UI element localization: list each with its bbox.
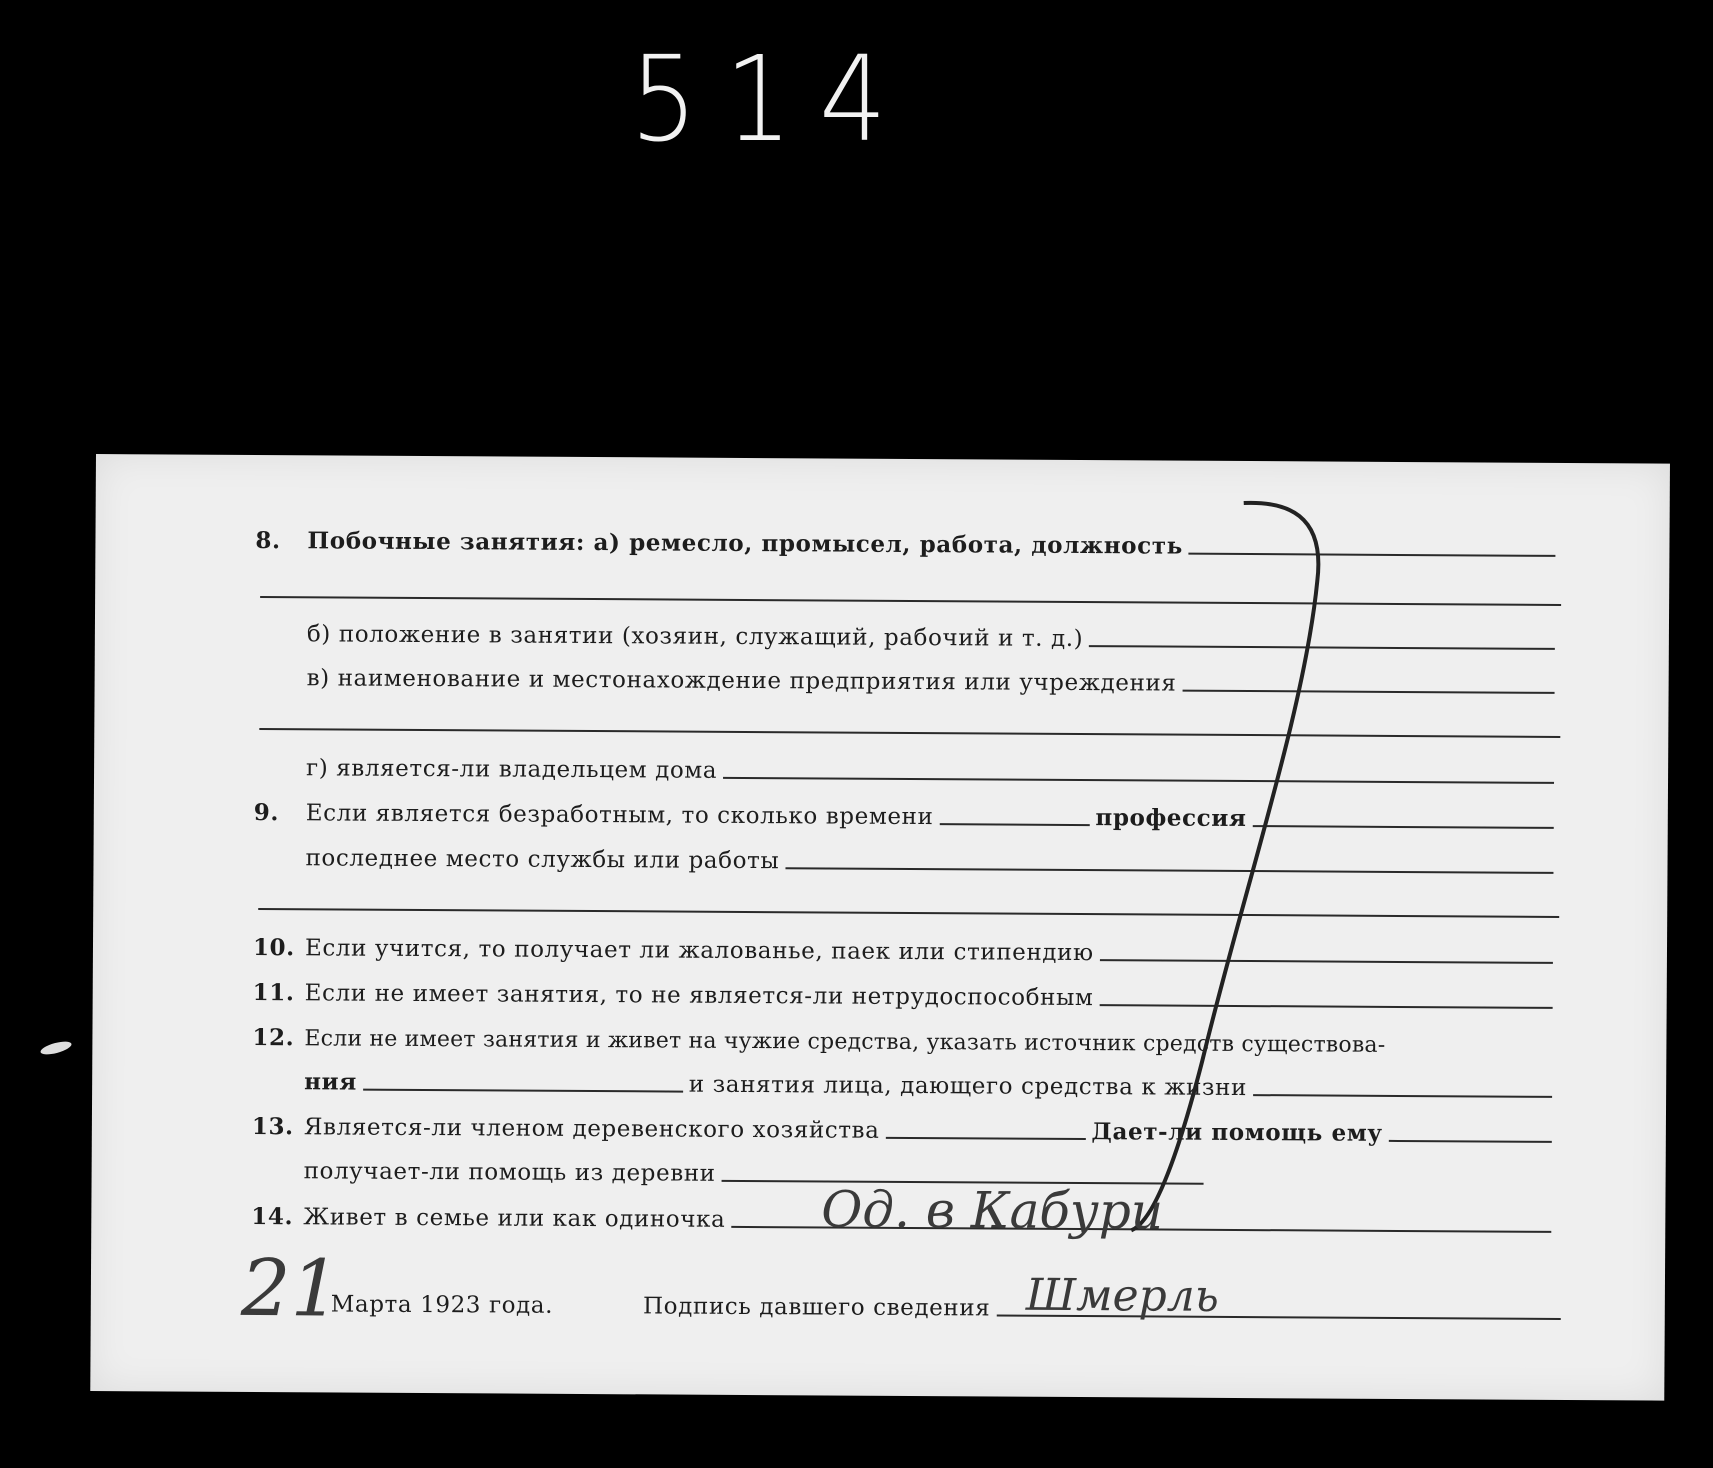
q10-number: 10. — [252, 933, 295, 962]
q11-answer-line[interactable] — [1099, 1003, 1552, 1009]
frame-number: 514 — [630, 30, 914, 168]
q13-number: 13. — [251, 1112, 294, 1141]
signature: Шмерль — [1025, 1269, 1219, 1322]
q8-answer-line[interactable] — [1189, 552, 1556, 557]
q13-help-line[interactable] — [1389, 1139, 1552, 1143]
q12-answer-line[interactable] — [1253, 1093, 1552, 1098]
q9-duration-line[interactable] — [939, 822, 1089, 826]
q8v-answer-line-2[interactable] — [259, 728, 1560, 738]
q14-answer-line[interactable] — [731, 1225, 1551, 1233]
q8-number: 8. — [255, 526, 281, 555]
q8g-label: г) является-ли владельцем дома — [306, 755, 718, 784]
q8b-label: б) положение в занятии (хозяин, служащий, рабочий и т. д.) — [306, 621, 1084, 653]
footer-day: 21 — [240, 1243, 341, 1335]
q14-answer: Од. в Кабури — [821, 1180, 1164, 1241]
q14-row — [251, 1203, 1551, 1238]
q13-label: Является-ли членом деревенского хозяйства — [303, 1114, 880, 1144]
q11-label: Если не имеет занятия, то не является-ли нетрудоспособным — [304, 980, 1094, 1012]
q9-profession-line[interactable] — [1252, 824, 1553, 829]
q13-receives-label: получает-ли помощь из деревни — [303, 1158, 716, 1187]
q13-receives-line[interactable] — [722, 1179, 1204, 1185]
q8b-row — [307, 621, 1555, 655]
q13-row — [252, 1113, 1552, 1148]
q8v-label: в) наименование и местонахождение предприятия или учреждения — [306, 665, 1177, 697]
q8-label: Побочные занятия: а) ремесло, промысел, работа, должность — [307, 527, 1183, 560]
q12-source-line[interactable] — [363, 1088, 683, 1093]
q13-member-line[interactable] — [885, 1136, 1085, 1140]
q8g-answer-line[interactable] — [723, 776, 1554, 784]
q14-number: 14. — [251, 1202, 294, 1231]
q9-last-label: последнее место службы или работы — [305, 845, 780, 875]
q10-answer-line[interactable] — [1100, 958, 1553, 964]
q9-profession-label: профессия — [1095, 804, 1247, 833]
q8v-row — [307, 665, 1555, 699]
q9-answer-line-2[interactable] — [258, 908, 1559, 918]
q11-row — [253, 979, 1553, 1014]
q12-cont-a: ния — [304, 1068, 357, 1096]
q8v-answer-line[interactable] — [1182, 689, 1554, 694]
q12-label: Если не имеет занятия и живет на чужие средства, указать источник средств существова- — [304, 1026, 1386, 1058]
census-card — [90, 454, 1670, 1401]
film-mark — [39, 1039, 72, 1057]
q9-row — [254, 799, 1554, 834]
footer-row — [331, 1291, 1561, 1325]
q12-number: 12. — [252, 1023, 295, 1052]
q11-number: 11. — [252, 978, 295, 1007]
q12-row — [252, 1024, 1552, 1059]
q10-row — [253, 934, 1553, 969]
q12-cont-b: и занятия лица, дающего средства к жизни — [688, 1071, 1248, 1102]
q10-label: Если учится, то получает ли жалованье, паек или стипендию — [304, 935, 1094, 967]
q9-number: 9. — [253, 798, 280, 827]
q9-last-answer-line[interactable] — [785, 866, 1553, 874]
q8g-row — [306, 755, 1554, 789]
q8-row — [255, 527, 1555, 562]
q9-label: Если является безработным, то сколько времени — [305, 800, 934, 831]
q14-label: Живет в семье или как одиночка — [303, 1204, 726, 1233]
q9-last-row — [305, 845, 1553, 879]
q13-help-label: Дает-ли помощь ему — [1091, 1118, 1383, 1147]
q8-answer-line-2[interactable] — [260, 596, 1561, 606]
signature-label: Подпись давшего сведения — [642, 1293, 991, 1322]
q8b-answer-line[interactable] — [1089, 644, 1555, 650]
q13-receives-row — [304, 1158, 1204, 1189]
signature-line[interactable] — [996, 1314, 1560, 1320]
footer-date: Марта 1923 года. — [330, 1291, 554, 1319]
q12-cont-row — [304, 1068, 1552, 1103]
